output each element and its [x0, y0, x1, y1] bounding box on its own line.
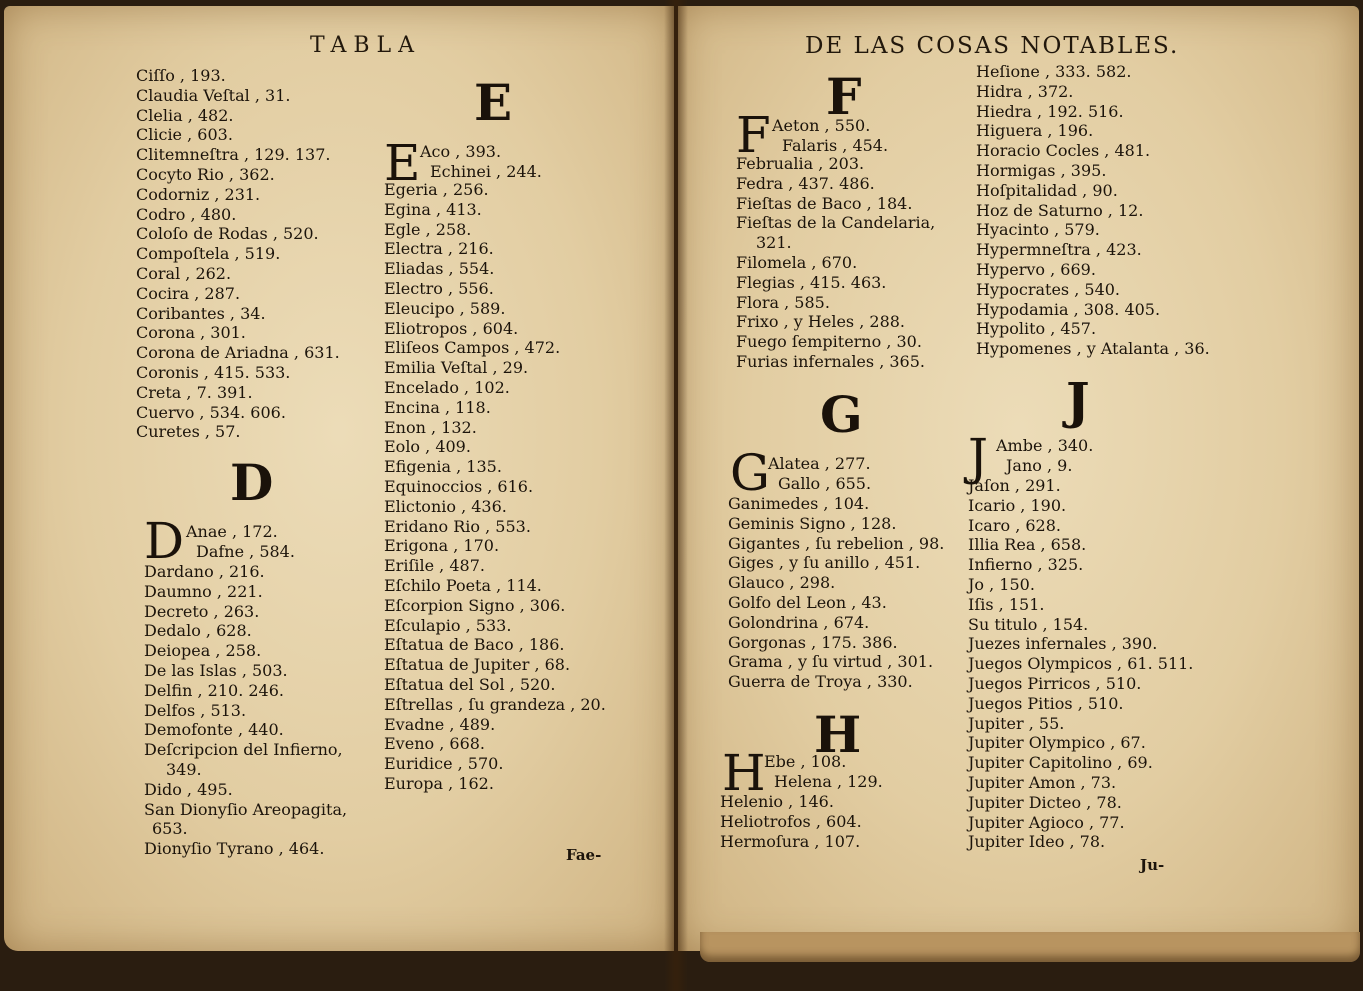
index-entry: Juegos Olympicos , 61. 511.: [968, 654, 1194, 674]
drop-lines-e: [420, 142, 542, 182]
index-entry: Elictonio , 436.: [384, 496, 507, 516]
index-entry: Iſis , 151.: [968, 594, 1045, 614]
index-entry: Eliotropos , 604.: [384, 318, 519, 338]
column-f: [736, 154, 935, 372]
drop-cap-h: H: [722, 744, 766, 802]
index-entry: Emilia Veſtal , 29.: [384, 358, 529, 378]
index-entry: Furias infernales , 365.: [736, 351, 925, 371]
index-entry: Eliadas , 554.: [384, 259, 495, 279]
index-entry: Gigantes , ſu rebelion , 98.: [728, 533, 945, 553]
index-entry: Hypomenes , y Atalanta , 36.: [976, 339, 1210, 359]
index-entry: Aeton , 550.: [772, 116, 871, 135]
index-entry: Jupiter Amon , 73.: [968, 772, 1117, 792]
section-letter-f: F: [826, 67, 862, 126]
index-entry: Egle , 258.: [384, 219, 472, 239]
index-entry: De las Islas , 503.: [144, 660, 288, 680]
index-entry: Creta , 7. 391.: [136, 382, 253, 402]
index-entry: Februalia , 203.: [736, 154, 865, 173]
index-entry: Euridice , 570.: [384, 754, 504, 774]
section-letter-j: J: [1066, 371, 1090, 430]
index-entry: Hormigas , 395.: [976, 160, 1107, 180]
index-entry: Frixo , y Heles , 288.: [736, 312, 906, 332]
index-entry: Higuera , 196.: [976, 121, 1094, 141]
index-entry: Equinoccios , 616.: [384, 476, 534, 496]
index-entry: Europa , 162.: [384, 773, 494, 793]
drop-lines-g: [768, 454, 871, 494]
index-entry: Coronis , 415. 533.: [136, 362, 291, 382]
index-entry: Hypolito , 457.: [976, 319, 1097, 339]
index-entry: Hiedra , 192. 516.: [976, 101, 1124, 121]
index-entry: Jaſon , 291.: [968, 476, 1061, 495]
index-entry: Fuego ſempiterno , 30.: [736, 332, 922, 352]
index-entry: Jupiter Agioco , 77.: [968, 812, 1125, 832]
index-entry: Eſchilo Poeta , 114.: [384, 575, 542, 595]
index-entry: Enon , 132.: [384, 417, 477, 437]
index-entry: Giges , y ſu anillo , 451.: [728, 553, 921, 573]
index-entry: Clelia , 482.: [136, 105, 234, 125]
section-letter-d: D: [230, 453, 274, 512]
catchword-left: Fae-: [566, 846, 602, 864]
column-h: [720, 792, 862, 851]
index-entry: Fieſtas de Baco , 184.: [736, 193, 913, 213]
index-entry: Fieſtas de la Candelaria,: [736, 213, 936, 233]
index-entry: Jupiter , 55.: [968, 713, 1065, 733]
index-entry: Corona de Ariadna , 631.: [136, 343, 340, 363]
index-entry: Falaris , 454.: [782, 136, 889, 155]
column-g: [728, 494, 944, 692]
index-entry: Flegias , 415. 463.: [736, 272, 887, 292]
column-c: [136, 66, 340, 442]
index-entry: Jupiter Olympico , 67.: [968, 733, 1146, 753]
index-entry: Icaro , 628.: [968, 515, 1061, 535]
index-entry: Echinei , 244.: [430, 162, 542, 181]
index-entry: Icario , 190.: [968, 495, 1067, 515]
index-entry: Illia Rea , 658.: [968, 535, 1087, 555]
index-entry: Helenio , 146.: [720, 792, 834, 811]
header-right: DE LAS COSAS NOTABLES.: [805, 33, 1180, 59]
catchword-right: Ju-: [1140, 856, 1165, 874]
drop-lines-f: [772, 116, 888, 156]
section-letter-e: E: [474, 73, 513, 132]
index-entry: Electra , 216.: [384, 239, 494, 259]
index-entry: Golondrina , 674.: [728, 612, 870, 632]
header-left: TABLA: [310, 33, 422, 58]
index-entry: San Dionyſio Areopagita,: [144, 799, 348, 819]
index-entry: Demofonte , 440.: [144, 720, 284, 740]
drop-cap-f: F: [736, 106, 771, 164]
index-entry: Eveno , 668.: [384, 734, 486, 754]
index-entry: Guerra de Troya , 330.: [728, 672, 913, 692]
index-entry: Encina , 118.: [384, 397, 491, 417]
index-entry: Juegos Pitios , 510.: [968, 693, 1124, 713]
index-entry: Codro , 480.: [136, 204, 237, 224]
book-page-edge: [700, 932, 1360, 962]
index-entry: Codorniz , 231.: [136, 184, 261, 204]
index-entry: Ambe , 340.: [996, 436, 1094, 455]
index-entry: Eridano Rio , 553.: [384, 516, 531, 536]
index-entry: Evadne , 489.: [384, 714, 496, 734]
index-entry: Clitemneſtra , 129. 137.: [136, 145, 331, 165]
index-entry: Dionyſio Tyrano , 464.: [144, 839, 325, 859]
index-entry: Erigona , 170.: [384, 536, 500, 556]
index-entry: Delfos , 513.: [144, 700, 247, 720]
index-entry: Helena , 129.: [774, 772, 883, 791]
index-entry: Cocira , 287.: [136, 283, 241, 303]
drop-lines-j: [996, 436, 1093, 476]
index-entry: Egeria , 256.: [384, 180, 489, 199]
index-entry: Coribantes , 34.: [136, 303, 266, 323]
index-entry: Eleucipo , 589.: [384, 298, 506, 318]
index-entry: Compoſtela , 519.: [136, 244, 281, 264]
index-entry: Jupiter Ideo , 78.: [968, 832, 1106, 852]
index-entry: Su titulo , 154.: [968, 614, 1089, 634]
index-entry: Hypermneſtra , 423.: [976, 240, 1142, 260]
column-e: [384, 180, 606, 794]
index-entry: Golfo del Leon , 43.: [728, 592, 887, 612]
index-entry: Hoz de Saturno , 12.: [976, 200, 1144, 220]
index-entry: Glauco , 298.: [728, 573, 836, 593]
index-entry: 321.: [756, 233, 792, 253]
index-entry: Jano , 9.: [1006, 456, 1073, 475]
index-entry: Electro , 556.: [384, 278, 494, 298]
index-entry: Fedra , 437. 486.: [736, 173, 875, 193]
index-entry: Eſtatua de Baco , 186.: [384, 635, 565, 655]
index-entry: Grama , y ſu virtud , 301.: [728, 652, 934, 672]
index-entry: Coloſo de Rodas , 520.: [136, 224, 319, 244]
book-gutter: [664, 0, 688, 991]
index-entry: Dedalo , 628.: [144, 621, 252, 641]
index-entry: Deſcripcion del Infierno,: [144, 740, 343, 760]
drop-cap-j: J: [968, 428, 989, 486]
index-entry: Heſione , 333. 582.: [976, 62, 1132, 81]
index-entry: Decreto , 263.: [144, 601, 260, 621]
index-entry: Deiopea , 258.: [144, 641, 262, 661]
index-entry: Hypervo , 669.: [976, 259, 1096, 279]
index-entry: Jo , 150.: [968, 574, 1035, 594]
index-entry: Dido , 495.: [144, 779, 233, 799]
index-entry: Encelado , 102.: [384, 377, 510, 397]
index-entry: Filomela , 670.: [736, 252, 858, 272]
index-entry: Ganimedes , 104.: [728, 494, 870, 513]
index-entry: 349.: [166, 759, 202, 779]
index-entry: Gorgonas , 175. 386.: [728, 632, 898, 652]
index-entry: Hypocrates , 540.: [976, 279, 1121, 299]
index-entry: Geminis Signo , 128.: [728, 513, 897, 533]
index-entry: Aco , 393.: [420, 142, 502, 161]
drop-lines-d: [186, 522, 295, 562]
section-letter-h: H: [814, 705, 862, 764]
column-h-continued: [976, 62, 1210, 359]
index-entry: Eriſile , 487.: [384, 556, 485, 576]
index-entry: Hermoſura , 107.: [720, 831, 861, 851]
index-entry: Dardano , 216.: [144, 562, 265, 581]
index-entry: Corona , 301.: [136, 323, 246, 343]
index-entry: Daumno , 221.: [144, 581, 263, 601]
index-entry: Juegos Pirricos , 510.: [968, 673, 1142, 693]
index-entry: Gallo , 655.: [778, 474, 872, 493]
index-entry: 653.: [152, 819, 188, 839]
index-entry: Efigenia , 135.: [384, 457, 502, 477]
index-entry: Jupiter Dicteo , 78.: [968, 792, 1122, 812]
index-entry: Hoſpitalidad , 90.: [976, 180, 1118, 200]
drop-cap-d: D: [144, 512, 185, 570]
index-entry: Hyacinto , 579.: [976, 220, 1100, 240]
column-d: [144, 562, 347, 859]
index-entry: Eſcorpion Signo , 306.: [384, 595, 566, 615]
index-entry: Dafne , 584.: [196, 542, 295, 561]
index-entry: Eſculapio , 533.: [384, 615, 512, 635]
index-entry: Ciſſo , 193.: [136, 66, 226, 85]
drop-cap-e: E: [384, 134, 421, 192]
index-entry: Ebe , 108.: [764, 752, 847, 771]
index-entry: Hidra , 372.: [976, 81, 1074, 101]
column-j: [968, 476, 1193, 852]
index-entry: Jupiter Capitolino , 69.: [968, 753, 1153, 773]
index-entry: Horacio Cocles , 481.: [976, 141, 1151, 161]
drop-lines-h: [764, 752, 883, 792]
index-entry: Cocyto Rio , 362.: [136, 164, 275, 184]
index-entry: Anae , 172.: [186, 522, 278, 541]
index-entry: Eſtrellas , ſu grandeza , 20.: [384, 694, 606, 714]
index-entry: Eolo , 409.: [384, 437, 471, 457]
index-entry: Coral , 262.: [136, 263, 232, 283]
index-entry: Clicie , 603.: [136, 125, 233, 145]
index-entry: Claudia Veſtal , 31.: [136, 85, 291, 105]
index-entry: Juezes infernales , 390.: [968, 634, 1158, 654]
index-entry: Egina , 413.: [384, 199, 482, 219]
index-entry: Eliſeos Campos , 472.: [384, 338, 561, 358]
section-letter-g: G: [820, 385, 863, 444]
index-entry: Flora , 585.: [736, 292, 830, 312]
index-entry: Delfin , 210. 246.: [144, 680, 284, 700]
index-entry: Eſtatua de Jupiter , 68.: [384, 655, 571, 675]
drop-cap-g: G: [730, 444, 770, 502]
index-entry: Alatea , 277.: [768, 454, 871, 473]
index-entry: Cuervo , 534. 606.: [136, 402, 286, 422]
index-entry: Eſtatua del Sol , 520.: [384, 674, 556, 694]
index-entry: Hypodamia , 308. 405.: [976, 299, 1161, 319]
index-entry: Curetes , 57.: [136, 422, 241, 442]
index-entry: Heliotrofos , 604.: [720, 811, 862, 831]
index-entry: Infierno , 325.: [968, 555, 1084, 575]
